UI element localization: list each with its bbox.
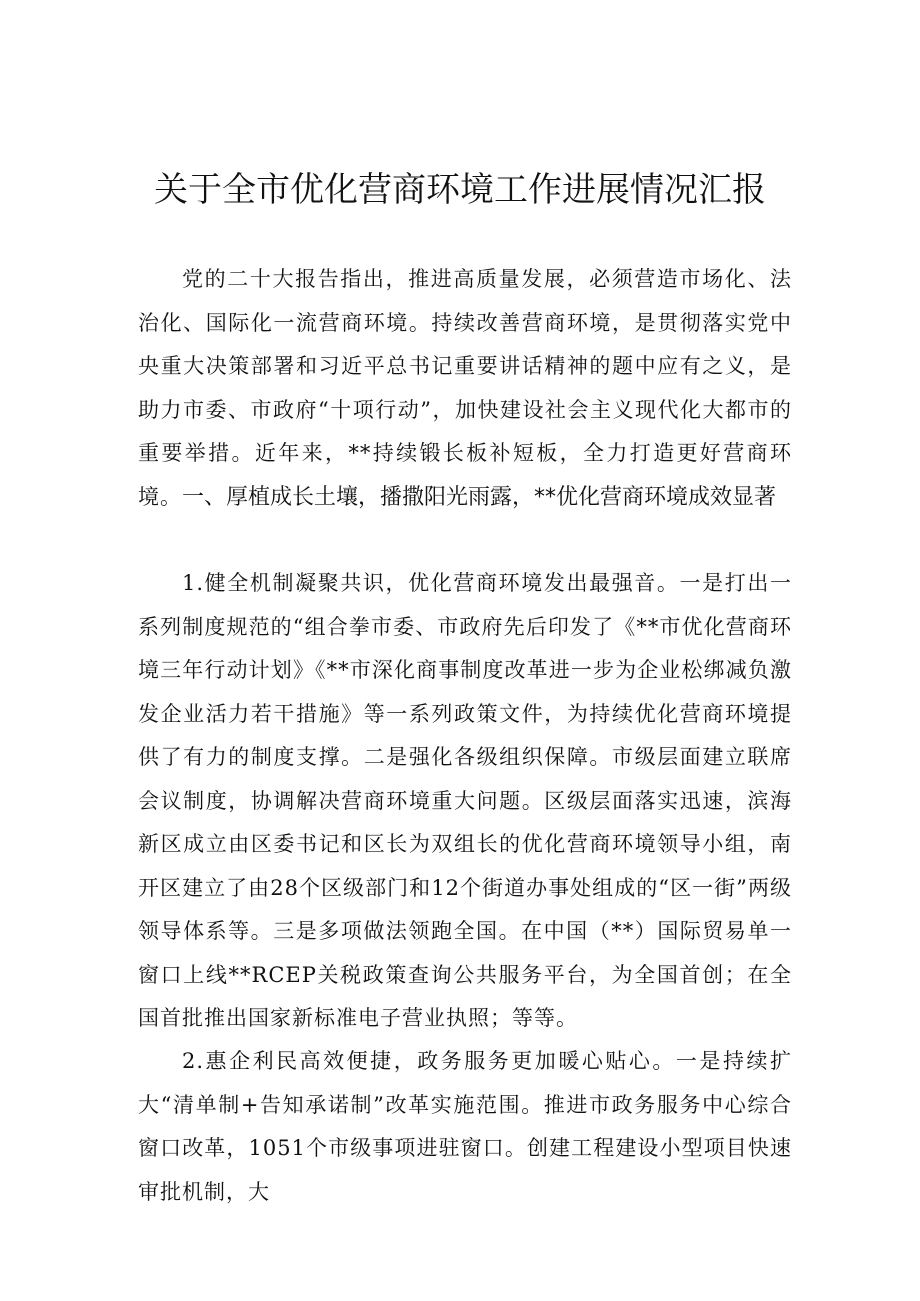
document-title: 关于全市优化营商环境工作进展情况汇报 [154, 170, 766, 210]
item-2-paragraph: 2.惠企利民高效便捷，政务服务更加暖心贴心。一是持续扩大“清单制+告知承诺制”改革实施范围。推进市政务服务中心综合窗口改革，1051个市级事项进驻窗口。创建工程建设小型项目快速审批机制，大 [138, 1049, 792, 1204]
intro-paragraph: 党的二十大报告指出，推进高质量发展，必须营造市场化、法治化、国际化一流营商环境。持续改善营商环境，是贯彻落实党中央重大决策部署和习近平总书记重要讲话精神的题中应有之义，是助力市委、市政府“十项行动”，加快建设社会主义现代化大都市的重要举措。近年来，**持续锻长板补短板，全力打造更好营商环境。 [138, 267, 792, 509]
item-1-paragraph: 1.健全机制凝聚共识，优化营商环境发出最强音。一是打出一系列制度规范的“组合拳市委、市政府先后印发了《**市优化营商环境三年行动计划》《**市深化商事制度改革进一步为企业松绑减负激发企业活力若干措施》等一系列政策文件，为持续优化营商环境提供了有力的制度支撑。二是强化各级组织保障。市级层面建立联席会议制度，协调解决营商环境重大问题。区级层面落实迅速，滨海新区成立由区委书记和区长为双组长的优化营商环境领导小组，南开区建立了由28个区级部门和12个街道办事处组成的“区一街”两级领导体系等。三是多项做法领跑全国。在中国（**）国际贸易单一窗口上线**RCEP关税政策查询公共服务平台，为全国首创；在全国首批推出国家新标准电子营业执照；等等。 [138, 571, 792, 1030]
section-1-heading: 一、厚植成长土壤，播撒阳光雨露，**优化营商环境成效显著 [182, 485, 777, 510]
